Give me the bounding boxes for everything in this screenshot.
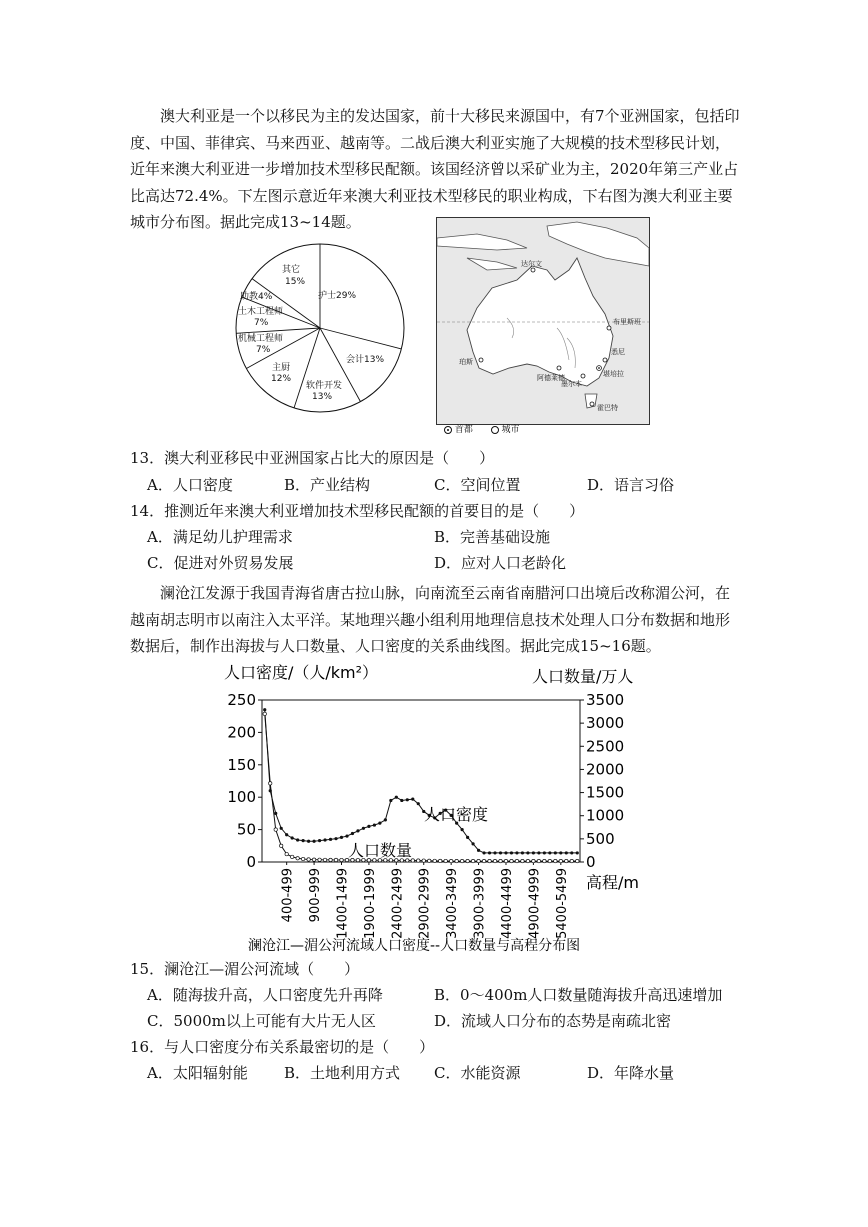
point-count [482,859,485,862]
pie-label-mech-pct: 7% [256,345,271,355]
city-canberra-dot [598,367,600,369]
pie-label-civil-pct: 7% [254,318,269,328]
ytick-left-label: 100 [227,788,256,807]
point-count [438,859,441,862]
city-adelaide-marker [557,366,561,370]
ytick-right-label: 3000 [586,714,625,733]
point-density [280,827,283,830]
point-density [373,823,376,826]
point-count [565,859,568,862]
xtick-label: 1900-1999 [362,868,378,939]
point-density [532,851,535,854]
point-count [433,859,436,862]
chart-plot-area [262,700,580,862]
point-count [477,859,480,862]
point-count [455,859,458,862]
xtick-label: 2900-2999 [417,868,433,939]
xtick-label: 3400-3499 [445,868,461,939]
series-line-density [265,710,578,853]
chart-annotation-density: 人口密度 [424,805,489,824]
xtick-label: 1400-1499 [335,868,351,939]
point-density [406,798,409,801]
q16-stem: 16．与人口密度分布关系最密切的是（ ） [130,1038,435,1056]
point-count [301,857,304,860]
passage-mekong: 澜沧江发源于我国青海省唐古拉山脉，向南流至云南省南腊河口出境后改称湄公河，在越南胡志明市以南注入太平洋。某地理兴趣小组利用地理信息技术处理人口分布数据和地形数据后，制作出海拔与人口数量、人口密度的关系曲线图。据此完成15~16题。 [130,584,731,655]
passage-australia: 澳大利亚是一个以移民为主的发达国家，前十大移民来源国中，有7个亚洲国家，包括印度、中国、菲律宾、马来西亚、越南等。二战后澳大利亚实施了大规模的技术型移民计划，近年来澳大利亚进一步增加技术型移民配额。该国经济曾以采矿业为主，2020年第三产业占比高达72.4%。下左图示意近年来澳大利亚技术型移民的职业构成，下右图为澳大利亚主要城市分布图。据此完成13~14题。 [130,107,740,231]
point-density [559,851,562,854]
point-density [323,838,326,841]
point-count [559,859,562,862]
point-count [554,859,557,862]
pie-label-nurse: 护士29% [318,291,357,301]
point-count [318,858,321,861]
q15-stem: 15．澜沧江—湄公河流域（ ） [130,960,360,978]
ytick-left-label: 200 [227,723,256,742]
pie-label-accountant: 会计13% [346,355,385,365]
ytick-right-label: 2000 [586,760,625,779]
point-density [400,799,403,802]
pie-label-chef-pct: 12% [271,374,292,384]
ytick-right-label: 500 [586,829,615,848]
point-count [307,858,310,861]
point-count [521,859,524,862]
point-density [499,851,502,854]
pie-label-civil: 土木工程师 [238,307,284,317]
ytick-right-label: 1500 [586,783,625,802]
q15-option-b[interactable]: B．0～400m人口数量随海拔升高迅速增加 [434,986,723,1004]
point-density [351,832,354,835]
map-label-melbourne: 墨尔本 [561,380,582,388]
point-density [285,833,288,836]
point-count [312,858,315,861]
point-density [395,796,398,799]
pie-label-other: 其它 [282,265,301,275]
point-count [279,844,282,847]
point-count [499,859,502,862]
chart-title: 澜沧江—湄公河流域人口密度--人口数量与高程分布图 [248,938,581,954]
point-density [570,851,573,854]
legend-capital-icon [444,426,452,434]
q15-option-d[interactable]: D．流域人口分布的态势是南疏北密 [434,1012,672,1030]
point-count [576,859,579,862]
point-count [532,859,535,862]
xtick-label: 2400-2499 [390,868,406,939]
q13-option-c[interactable]: C．空间位置 [434,476,521,494]
city-sydney-marker [603,358,607,362]
pie-label-mech: 机械工程师 [238,334,284,344]
occupation-pie-chart [232,240,412,420]
point-density [537,851,540,854]
city-hobart-marker [590,402,594,406]
point-count [526,859,529,862]
ytick-right-label: 1000 [586,806,625,825]
point-count [323,858,326,861]
point-density [471,842,474,845]
point-density [307,840,310,843]
q14-option-a[interactable]: A．满足幼儿护理需求 [147,528,293,546]
ytick-right-label: 2500 [586,737,625,756]
point-count [493,859,496,862]
point-count [444,859,447,862]
chart-annotation-count: 人口数量 [348,841,413,860]
q14-stem: 14．推测近年来澳大利亚增加技术型移民配额的首要目的是（ ） [130,502,585,520]
point-density [296,838,299,841]
q13-option-d[interactable]: D．语言习俗 [587,476,675,494]
xtick-label: 5400-5499 [554,868,570,939]
point-density [384,818,387,821]
legend-city-icon [491,426,499,434]
point-density [488,851,491,854]
point-count [340,858,343,861]
q15-option-a[interactable]: A．随海拔升高，人口密度先升再降 [147,986,383,1004]
ytick-right-label: 0 [586,853,596,871]
xtick-label: 4900-4999 [527,868,543,939]
q16-option-b[interactable]: B．土地利用方式 [284,1064,401,1082]
point-density [263,708,266,711]
point-density [389,799,392,802]
city-perth-marker [479,358,483,362]
point-density [334,837,337,840]
point-density [521,851,524,854]
point-count [417,859,420,862]
point-count [488,859,491,862]
ytick-left-label: 150 [227,755,256,774]
point-density [548,851,551,854]
q14-option-b[interactable]: B．完善基础设施 [434,528,551,546]
point-density [417,802,420,805]
new-guinea-shape [547,222,649,266]
point-density [329,838,332,841]
point-density [576,851,579,854]
ytick-left-label: 50 [236,820,256,839]
point-density [565,851,568,854]
ytick-left-label: 0 [246,853,256,871]
point-count [543,859,546,862]
chart-xlabel: 高程/m [586,873,639,892]
map-label-brisbane: 布里斯班 [613,318,641,326]
series-line-count [265,714,578,861]
pie-label-software: 软件开发 [306,381,343,391]
city-darwin-marker [531,268,535,272]
point-count [510,859,513,862]
pie-label-assistant: 助教4% [240,292,273,302]
point-density [466,836,469,839]
point-density [477,849,480,852]
legend-city-label: 城市 [501,425,520,435]
map-label-adelaide: 阿德莱德 [537,374,565,382]
point-count [269,782,272,785]
map-legend [444,424,520,436]
q14-option-d[interactable]: D．应对人口老龄化 [434,554,567,572]
point-count [274,828,277,831]
map-label-perth: 珀斯 [459,358,473,366]
point-density [411,798,414,801]
point-density [362,827,365,830]
map-label-sydney: 悉尼 [611,348,625,356]
xtick-label: 900-999 [308,868,324,923]
point-density [312,840,315,843]
city-brisbane-marker [607,326,611,330]
point-density [554,851,557,854]
point-count [449,859,452,862]
city-melbourne-marker [581,374,585,378]
ytick-left-label: 250 [227,691,256,709]
pie-label-chef: 主厨 [272,363,291,373]
point-density [461,828,464,831]
point-density [504,851,507,854]
point-density [543,851,546,854]
point-density [340,836,343,839]
legend-capital-label: 首都 [454,425,473,435]
q13-stem: 13．澳大利亚移民中亚洲国家占比大的原因是（ ） [130,449,495,467]
map-label-darwin: 达尔文 [521,260,542,268]
islands-shape [437,234,527,270]
point-count [285,852,288,855]
point-count [548,859,551,862]
point-count [471,859,474,862]
point-density [345,834,348,837]
point-count [428,859,431,862]
point-count [504,859,507,862]
q13-option-b[interactable]: B．产业结构 [284,476,371,494]
point-density [274,812,277,815]
point-density [515,851,518,854]
point-count [460,859,463,862]
point-density [493,851,496,854]
point-count [515,859,518,862]
elevation-population-chart [220,660,660,960]
map-label-hobart: 霍巴特 [597,404,618,412]
point-count [422,859,425,862]
point-count [537,859,540,862]
point-density [302,839,305,842]
q14-option-c[interactable]: C．促进对外贸易发展 [147,554,294,572]
xtick-label: 3900-3999 [472,868,488,939]
point-density [482,851,485,854]
chart-ylabel-left: 人口密度/（人/km²） [224,663,379,682]
xtick-label: 400-499 [280,868,296,923]
point-count [466,859,469,862]
point-density [378,822,381,825]
q16-option-a[interactable]: A．太阳辐射能 [147,1064,248,1082]
point-density [291,836,294,839]
q16-option-d[interactable]: D．年降水量 [587,1064,675,1082]
xtick-label: 4400-4499 [499,868,515,939]
q15-option-c[interactable]: C．5000m以上可能有大片无人区 [147,1012,376,1030]
point-density [510,851,513,854]
point-density [318,839,321,842]
point-count [570,859,573,862]
point-density [367,825,370,828]
point-count [329,858,332,861]
point-count [263,712,266,715]
q16-option-c[interactable]: C．水能资源 [434,1064,521,1082]
chart-ylabel-right: 人口数量/万人 [532,667,634,686]
pie-label-other-pct: 15% [285,277,306,287]
point-density [526,851,529,854]
point-count [334,858,337,861]
q13-option-a[interactable]: A．人口密度 [147,476,233,494]
ytick-right-label: 3500 [586,691,625,709]
australia-map [436,217,650,425]
point-count [290,855,293,858]
point-count [296,857,299,860]
point-density [356,829,359,832]
map-label-canberra: 堪培拉 [603,370,624,378]
pie-label-software-pct: 13% [312,392,333,402]
